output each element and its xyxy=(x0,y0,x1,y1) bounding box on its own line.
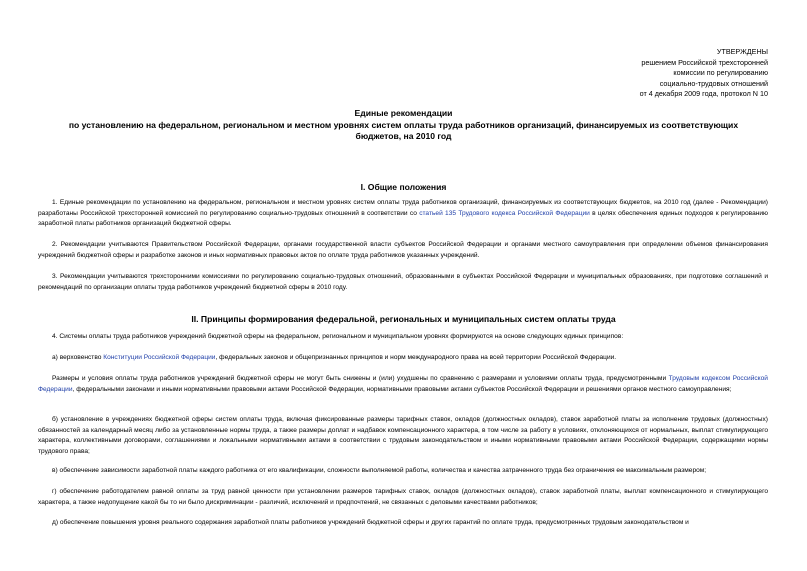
paragraph-a-continued: Размеры и условия оплаты труда работников учреждений бюджетной сферы не могут быть снижены и (или) ухудшены по сравнению с размерами и условиями оплаты труда, предусмотренными Трудовым кодексом Российской Федерации, федеральными законами и иными нормативными правовыми актами Российской Федерации, нормативными правовыми актами субъектов Российской Федерации и решениями органов местного самоуправления; xyxy=(38,375,768,393)
paragraph-v: в) обеспечение зависимости заработной платы каждого работника от его квалификации, сложности выполняемой работы, количества и качества затраченного труда без ограничения ее максимальным размером; xyxy=(52,467,707,474)
paragraph-1: 1. Единые рекомендации по установлению на федеральном, региональном и местном уровнях систем оплаты труда работников организаций, финансируемых из соответствующих бюджетов, на 2010 год (далее - Рекомендации) разработаны Российской трехсторонней комиссией по регулированию социально-трудовых отношений в соответствии со статьей 135 Трудового кодекса Российской Федерации в целях обеспечения единых подходов к регулированию заработной платы работников организаций бюджетной сферы. xyxy=(38,199,769,227)
title-line: бюджетов, на 2010 год xyxy=(355,131,452,142)
section-1-heading: I. Общие положения xyxy=(360,182,447,192)
title-line: Единые рекомендации xyxy=(354,108,453,118)
paragraph-4: 4. Системы оплаты труда работников учреждений бюджетной сферы на федеральном, региональном и муниципальном уровнях формируются на основе следующих единых принципов: xyxy=(52,333,624,340)
paragraph-g: г) обеспечение работодателем равной оплаты за труд равной ценности при установлении размеров тарифных ставок, окладов (должностных окладов), ставок заработной платы, выплат компенсационного и стимулирующего характера, а также недопущение какой бы то ни было дискриминации - различий, исключений и предпочтений, не связанных с деловыми качествами работников; xyxy=(38,488,768,506)
approval-line: от 4 декабря 2009 года, протокол N 10 xyxy=(639,89,768,99)
paragraph-a: а) верховенство Конституции Российской Федерации, федеральных законов и общепризнанных принципов и норм международного права на всей территории Российской Федерации. xyxy=(52,354,617,361)
title-line: по установлению на федеральном, региональном и местном уровнях систем оплаты труда работников организаций, финансируемых из соответствующих xyxy=(68,119,739,130)
link-labor-code[interactable]: Трудовым кодексом Российской Федерации xyxy=(38,375,768,393)
link-constitution[interactable]: Конституции Российской Федерации xyxy=(103,354,216,361)
approval-line: УТВЕРЖДЕНЫ xyxy=(716,47,768,56)
paragraph-b: б) установление в учреждениях бюджетной сферы систем оплаты труда, включая фиксированные размеры тарифных ставок, окладов (должностных окладов), ставок заработной платы за исполнение трудовых (должностных) обязанностей за календарный месяц либо за установленные нормы труда, а также размеры доплат и надбавок компенсационного характера, в том числе за работу в условиях, отклоняющихся от нормальных, выплат стимулирующего характера, коллективными договорами, соглашениями и локальными нормативными актами в соответствии с трудовым законодательством и иными нормативными правовыми актами Российской Федерации, содержащими нормы трудового права; xyxy=(38,416,768,455)
paragraph-2: 2. Рекомендации учитываются Правительством Российской Федерации, органами государственной власти субъектов Российской Федерации и органами местного самоуправления при определении объемов финансирования учреждений бюджетной сферы и разработке законов и иных нормативных правовых актов по оплате труда работников указанных учреждений. xyxy=(38,241,768,259)
section-2-heading: II. Принципы формирования федеральной, региональных и муниципальных систем оплаты труда xyxy=(191,314,616,324)
document-title xyxy=(40,108,767,143)
paragraph-d: д) обеспечение повышения уровня реального содержания заработной платы работников учреждений бюджетной сферы и других гарантий по оплате труда, предусмотренных трудовым законодательством и xyxy=(52,519,689,526)
approval-line: решением Российской трехсторонней xyxy=(641,57,768,67)
approval-line: социально-трудовых отношений xyxy=(659,78,768,88)
approval-line: комиссии по регулированию xyxy=(673,68,768,78)
link-labor-code-article-135[interactable]: статьей 135 Трудового кодекса Российской Федерации xyxy=(419,209,590,217)
approval-stamp xyxy=(640,47,768,100)
paragraph-3: 3. Рекомендации учитываются трехсторонними комиссиями по регулированию социально-трудовых отношений, образованными в субъектах Российской Федерации и муниципальных образованиях, при подготовке соглашений и рекомендаций по организации оплаты труда работников учреждений бюджетной сферы в 2010 году. xyxy=(38,273,768,291)
